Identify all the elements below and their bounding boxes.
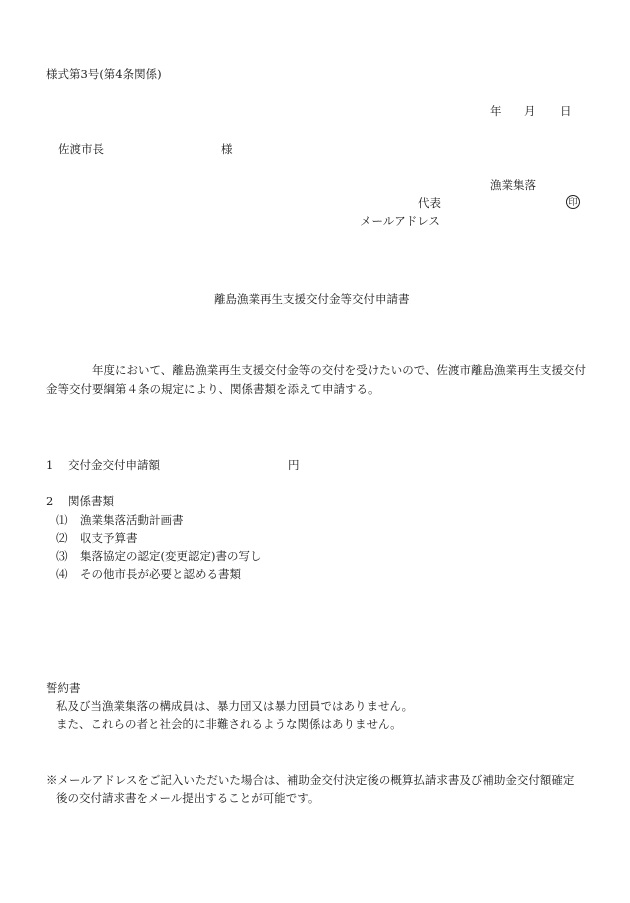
doc-item-number: ⑴ bbox=[56, 513, 68, 527]
addressee-honorific: 様 bbox=[221, 142, 233, 156]
date-year-label: 年 bbox=[490, 104, 502, 118]
doc-item-number: ⑶ bbox=[56, 549, 68, 563]
item1-unit: 円 bbox=[288, 458, 300, 472]
email-note-line: 後の交付請求書をメール提出することが可能です。 bbox=[56, 791, 320, 805]
doc-item-text: 収支予算書 bbox=[80, 531, 138, 545]
email-label: メールアドレス bbox=[360, 214, 440, 228]
item1-number: 1 bbox=[46, 458, 54, 472]
addressee-title: 佐渡市長 bbox=[58, 142, 104, 156]
application-body-text: 年度において、離島漁業再生支援交付金等の交付を受けたいので、佐渡市離島漁業再生支援交付金等交付要綱第４条の規定により、関係書類を添えて申請する。 bbox=[46, 363, 587, 396]
doc-item-number: ⑷ bbox=[56, 567, 68, 581]
item2-number: 2 bbox=[46, 494, 54, 508]
pledge-line: 私及び当漁業集落の構成員は、暴力団又は暴力団員ではありません。 bbox=[56, 699, 414, 713]
seal-mark-icon: 印 bbox=[566, 195, 580, 209]
form-number: 様式第3号(第4条関係) bbox=[46, 67, 162, 81]
date-month-label: 月 bbox=[524, 104, 536, 118]
doc-item-text: 集落協定の認定(変更認定)書の写し bbox=[80, 549, 262, 563]
applicant-group-label: 漁業集落 bbox=[490, 178, 536, 192]
item2-label: 関係書類 bbox=[68, 494, 114, 508]
doc-item-number: ⑵ bbox=[56, 531, 68, 545]
doc-item-text: 漁業集落活動計画書 bbox=[80, 513, 184, 527]
doc-item-text: その他市長が必要と認める書類 bbox=[80, 567, 241, 581]
item1-label: 交付金交付申請額 bbox=[68, 458, 160, 472]
date-day-label: 日 bbox=[560, 104, 572, 118]
pledge-title: 誓約書 bbox=[46, 681, 81, 695]
pledge-line: また、これらの者と社会的に非難されるような関係はありません。 bbox=[56, 717, 402, 731]
applicant-rep-label: 代表 bbox=[418, 196, 441, 210]
document-title: 離島漁業再生支援交付金等交付申請書 bbox=[214, 292, 410, 306]
email-note-line: ※メールアドレスをご記入いただいた場合は、補助金交付決定後の概算払請求書及び補助金交付額確定 bbox=[46, 773, 575, 787]
